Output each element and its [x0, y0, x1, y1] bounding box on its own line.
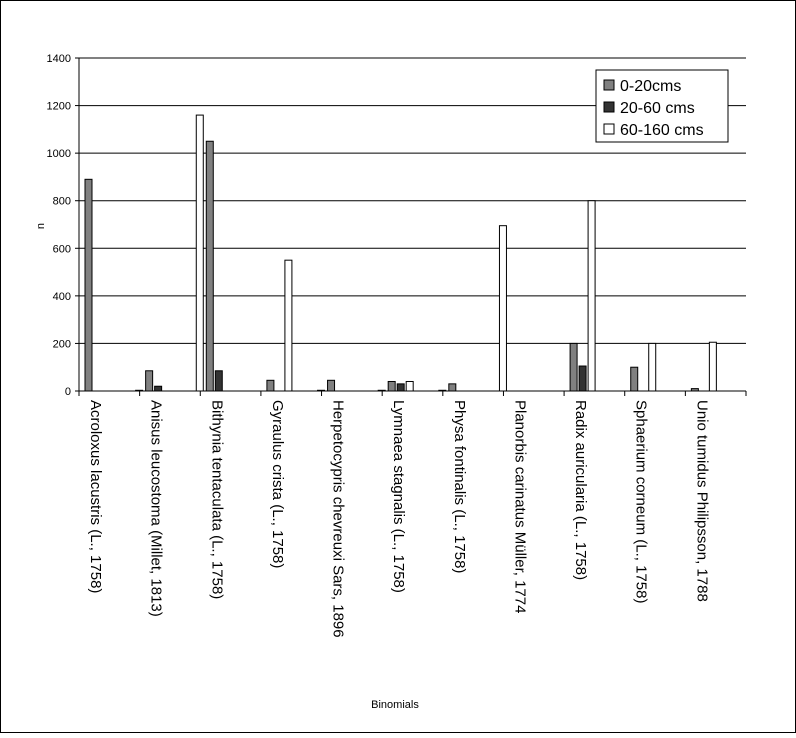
legend-label: 0-20cms	[620, 78, 682, 95]
bar	[267, 380, 274, 391]
legend-swatch	[604, 80, 614, 90]
bar	[709, 342, 716, 391]
bar	[499, 226, 506, 391]
x-tick-label: Planorbis carinatus Müller, 1774	[511, 400, 529, 614]
legend	[596, 70, 728, 142]
x-tick-label: Radix auricularia (L., 1758)	[572, 400, 590, 581]
bar	[397, 384, 404, 391]
bar	[570, 343, 577, 391]
bar	[588, 201, 595, 391]
x-tick-label: Unio tumidus Philipsson, 1788	[693, 400, 711, 602]
x-tick-label: Herpetocypris chevreuxi Sars, 1896	[329, 400, 347, 638]
y-tick-label: 800	[52, 195, 71, 208]
y-tick-label: 1400	[46, 53, 71, 65]
x-tick-label: Anisus leucostoma (Millet, 1813)	[147, 400, 165, 617]
bar	[85, 179, 92, 391]
legend-swatch	[604, 124, 614, 134]
x-axis-label: Binomials	[371, 699, 419, 711]
x-tick-label: Acroloxus lacustris (L., 1758)	[87, 400, 104, 594]
bar	[579, 366, 586, 391]
bar	[406, 381, 413, 391]
legend-label: 20-60 cms	[620, 100, 695, 117]
bar	[449, 384, 456, 391]
bar	[285, 260, 292, 391]
bar	[388, 381, 395, 391]
bar	[146, 371, 153, 391]
x-tick-label: Gyraulus crista (L., 1758)	[268, 400, 286, 569]
x-tick-label: Lymnaea stagnalis (L., 1758)	[390, 400, 408, 593]
legend-swatch	[604, 102, 614, 112]
legend-label: 60-160 cms	[620, 122, 704, 139]
x-tick-label: Bithynia tentaculata (L., 1758)	[208, 400, 226, 600]
bar	[215, 371, 222, 391]
x-tick-label: Sphaerium corneum (L., 1758)	[632, 400, 650, 604]
y-tick-label: 400	[52, 290, 71, 303]
x-tick-label: Physa fontinalis (L., 1758)	[450, 400, 468, 574]
bar	[206, 141, 213, 391]
y-tick-label: 1000	[46, 148, 71, 161]
bar	[328, 380, 335, 391]
y-axis-label: n	[35, 222, 47, 230]
bar	[196, 115, 203, 391]
y-tick-label: 0	[64, 386, 71, 398]
y-tick-label: 1200	[46, 100, 71, 113]
bar	[649, 343, 656, 391]
y-tick-label: 600	[52, 243, 71, 256]
y-tick-label: 200	[52, 338, 71, 351]
bar	[155, 386, 162, 391]
bar	[631, 367, 638, 391]
